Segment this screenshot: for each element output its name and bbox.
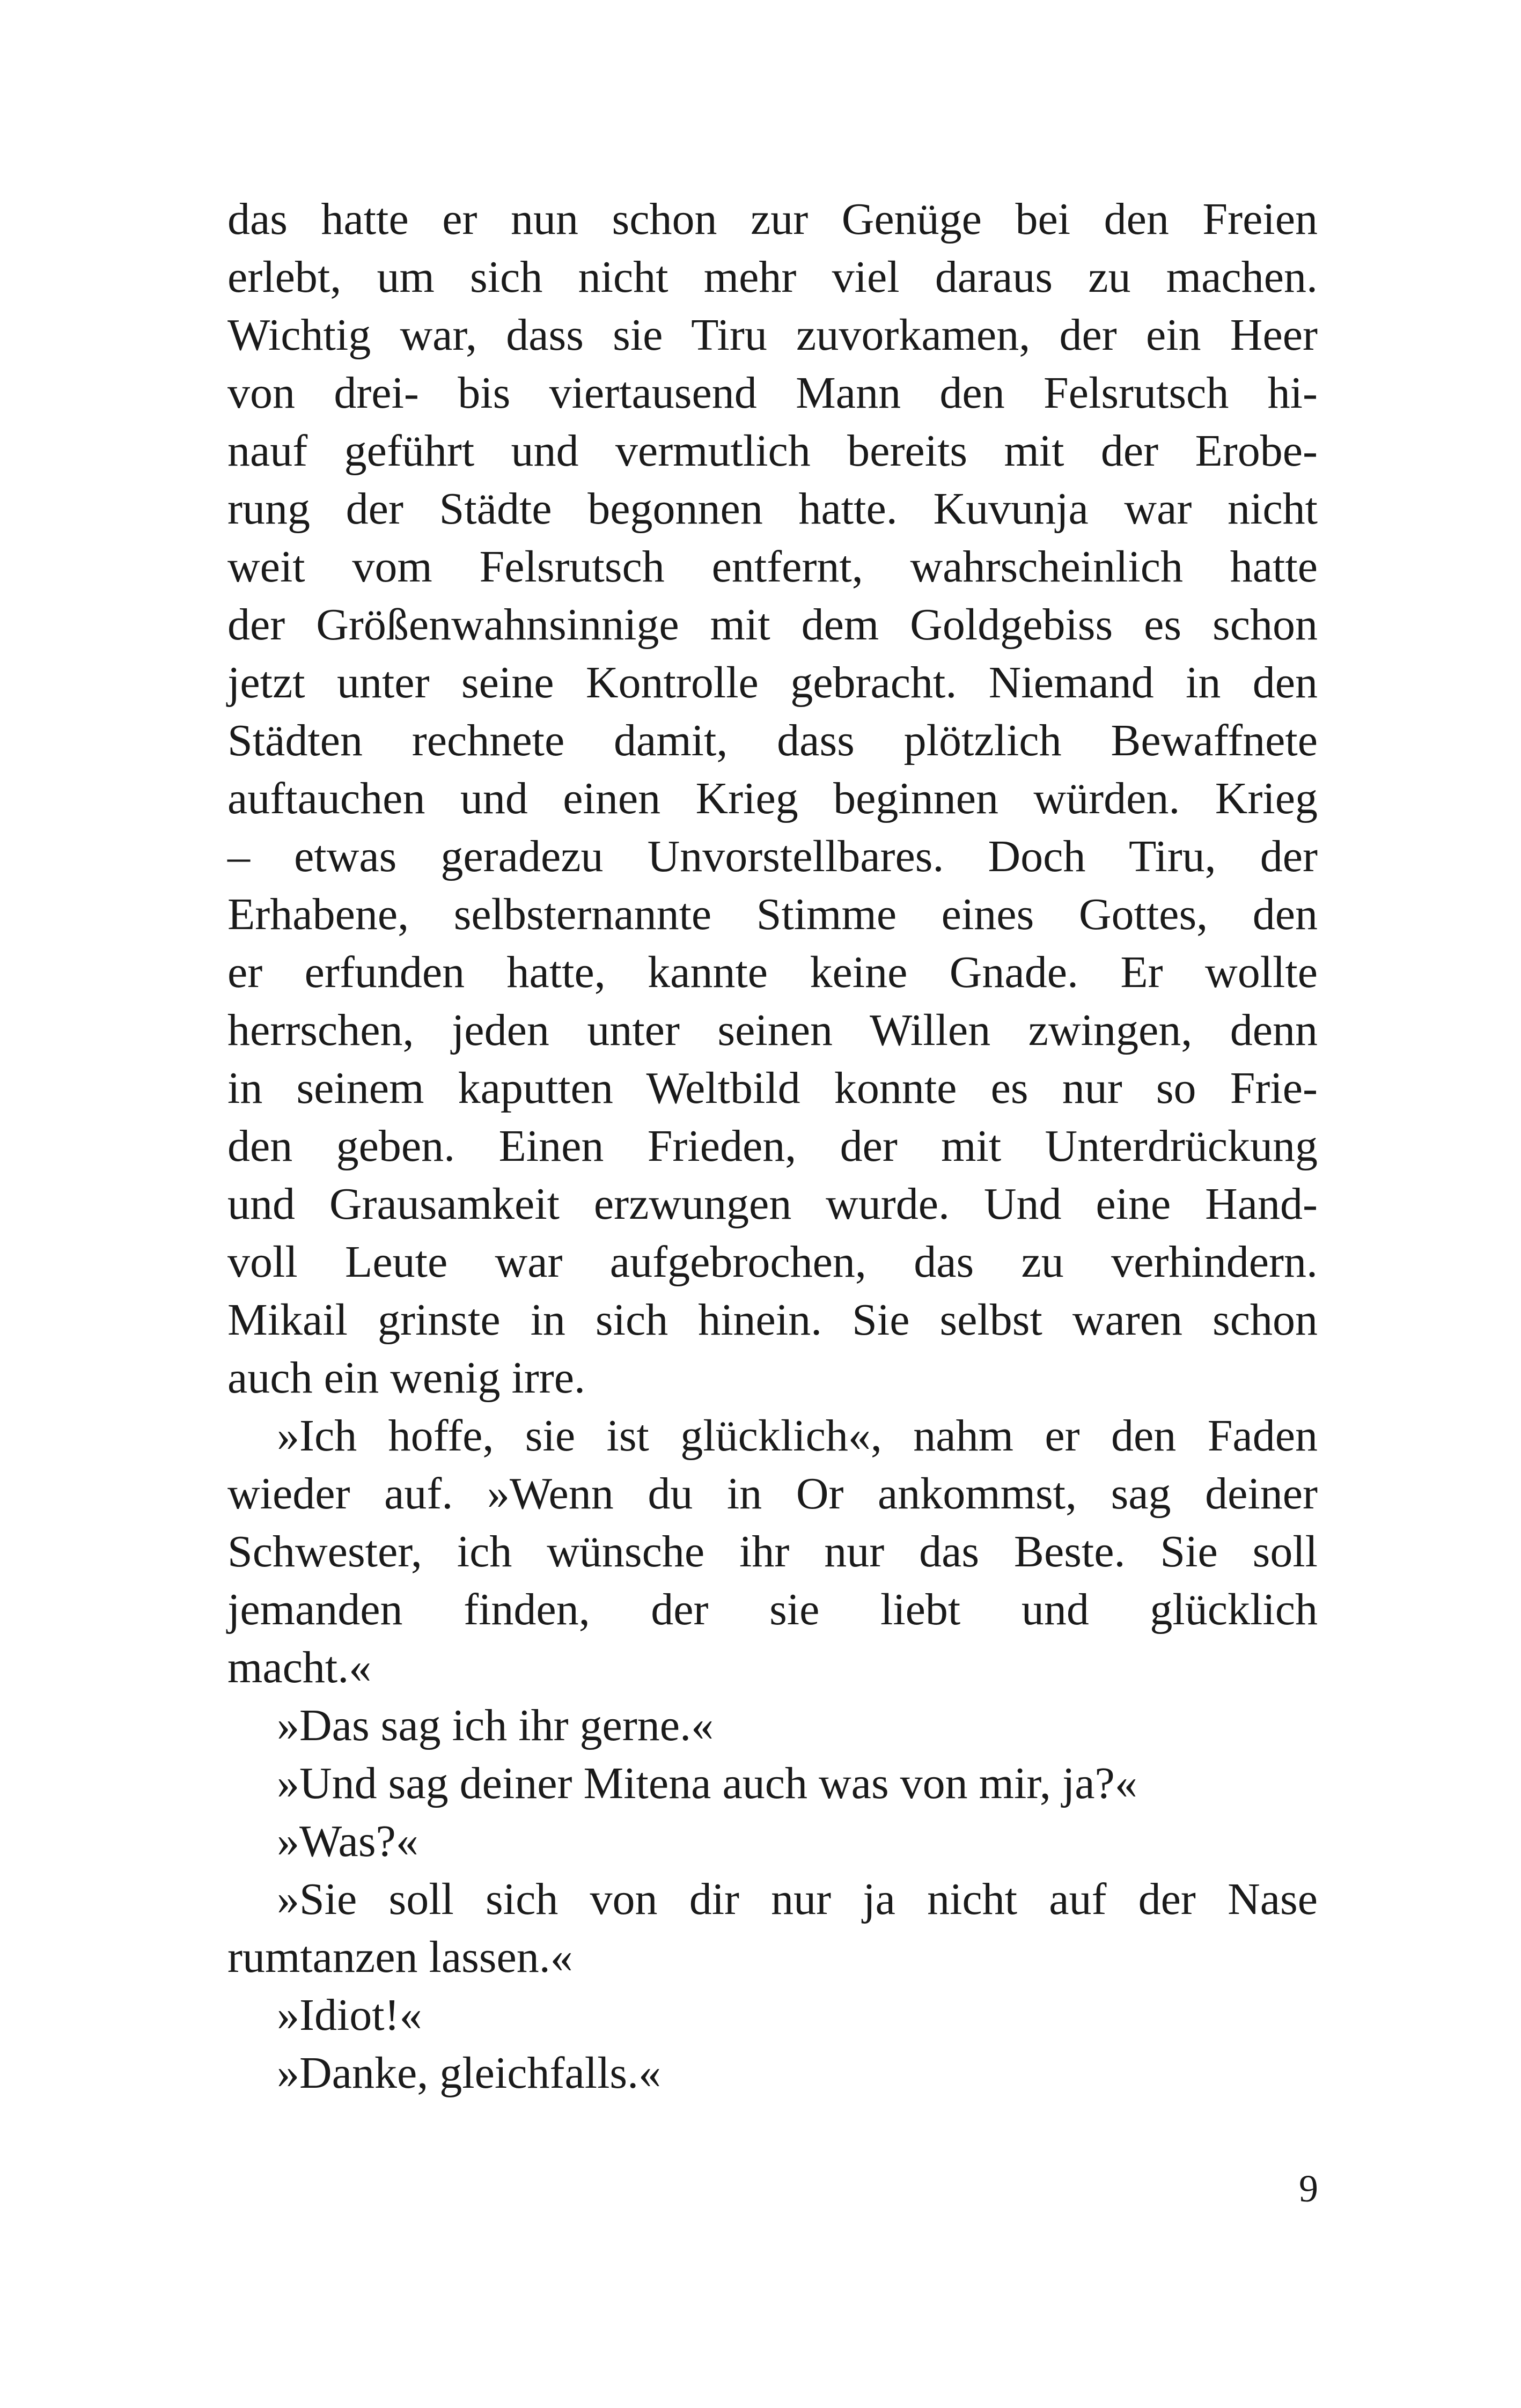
text-line: Städten rechnete damit, dass plötzlich Bewaffnete <box>227 716 1318 765</box>
text-line: weit vom Felsrutsch entfernt, wahrscheinlich hatte <box>227 542 1318 592</box>
text-line: er erfunden hatte, kannte keine Gnade. Er wollte <box>227 947 1318 997</box>
text-line: macht.« <box>227 1643 372 1692</box>
text-line: – etwas geradezu Unvorstellbares. Doch Tiru, der <box>227 831 1318 881</box>
text-line: Erhabene, selbsternannte Stimme eines Gottes, den <box>227 889 1318 939</box>
text-line: nauf geführt und vermutlich bereits mit der Erobe- <box>227 426 1318 476</box>
text-line: in seinem kaputten Weltbild konnte es nur so Frie- <box>227 1063 1318 1113</box>
text-line: erlebt, um sich nicht mehr viel daraus zu machen. <box>227 252 1318 302</box>
text-line: das hatte er nun schon zur Genüge bei den Freien <box>227 194 1318 244</box>
text-line: »Und sag deiner Mitena auch was von mir, ja?« <box>277 1758 1137 1808</box>
text-line: »Das sag ich ihr gerne.« <box>277 1700 714 1750</box>
text-line: »Sie soll sich von dir nur ja nicht auf der Nase <box>277 1874 1318 1924</box>
text-line: voll Leute war aufgebrochen, das zu verhindern. <box>227 1237 1318 1287</box>
text-line: »Ich hoffe, sie ist glücklich«, nahm er den Faden <box>277 1411 1318 1461</box>
text-line: der Größenwahnsinnige mit dem Goldgebiss es schon <box>227 600 1318 650</box>
page-number: 9 <box>1299 2167 1318 2210</box>
text-line: »Danke, gleichfalls.« <box>277 2048 662 2098</box>
text-line: Mikail grinste in sich hinein. Sie selbst waren schon <box>227 1295 1318 1345</box>
body-text <box>227 190 1318 2102</box>
text-line: rung der Städte begonnen hatte. Kuvunja war nicht <box>227 484 1318 534</box>
text-line: rumtanzen lassen.« <box>227 1932 573 1982</box>
text-line: von drei- bis viertausend Mann den Felsrutsch hi- <box>227 368 1318 418</box>
text-line: »Idiot!« <box>277 1990 422 2040</box>
text-line: Schwester, ich wünsche ihr nur das Beste. Sie soll <box>227 1527 1318 1577</box>
text-line: »Was?« <box>277 1816 418 1866</box>
text-line: den geben. Einen Frieden, der mit Unterdrückung <box>227 1121 1318 1171</box>
text-line: wieder auf. »Wenn du in Or ankommst, sag deiner <box>227 1469 1318 1519</box>
text-line: auch ein wenig irre. <box>227 1353 586 1403</box>
text-line: herrschen, jeden unter seinen Willen zwingen, denn <box>227 1005 1318 1055</box>
text-line: und Grausamkeit erzwungen wurde. Und eine Hand- <box>227 1179 1318 1229</box>
text-line: Wichtig war, dass sie Tiru zuvorkamen, der ein Heer <box>227 310 1318 360</box>
text-line: auftauchen und einen Krieg beginnen würden. Krieg <box>227 774 1318 823</box>
text-line: jemanden finden, der sie liebt und glücklich <box>227 1585 1318 1634</box>
text-line: jetzt unter seine Kontrolle gebracht. Niemand in den <box>227 658 1318 708</box>
